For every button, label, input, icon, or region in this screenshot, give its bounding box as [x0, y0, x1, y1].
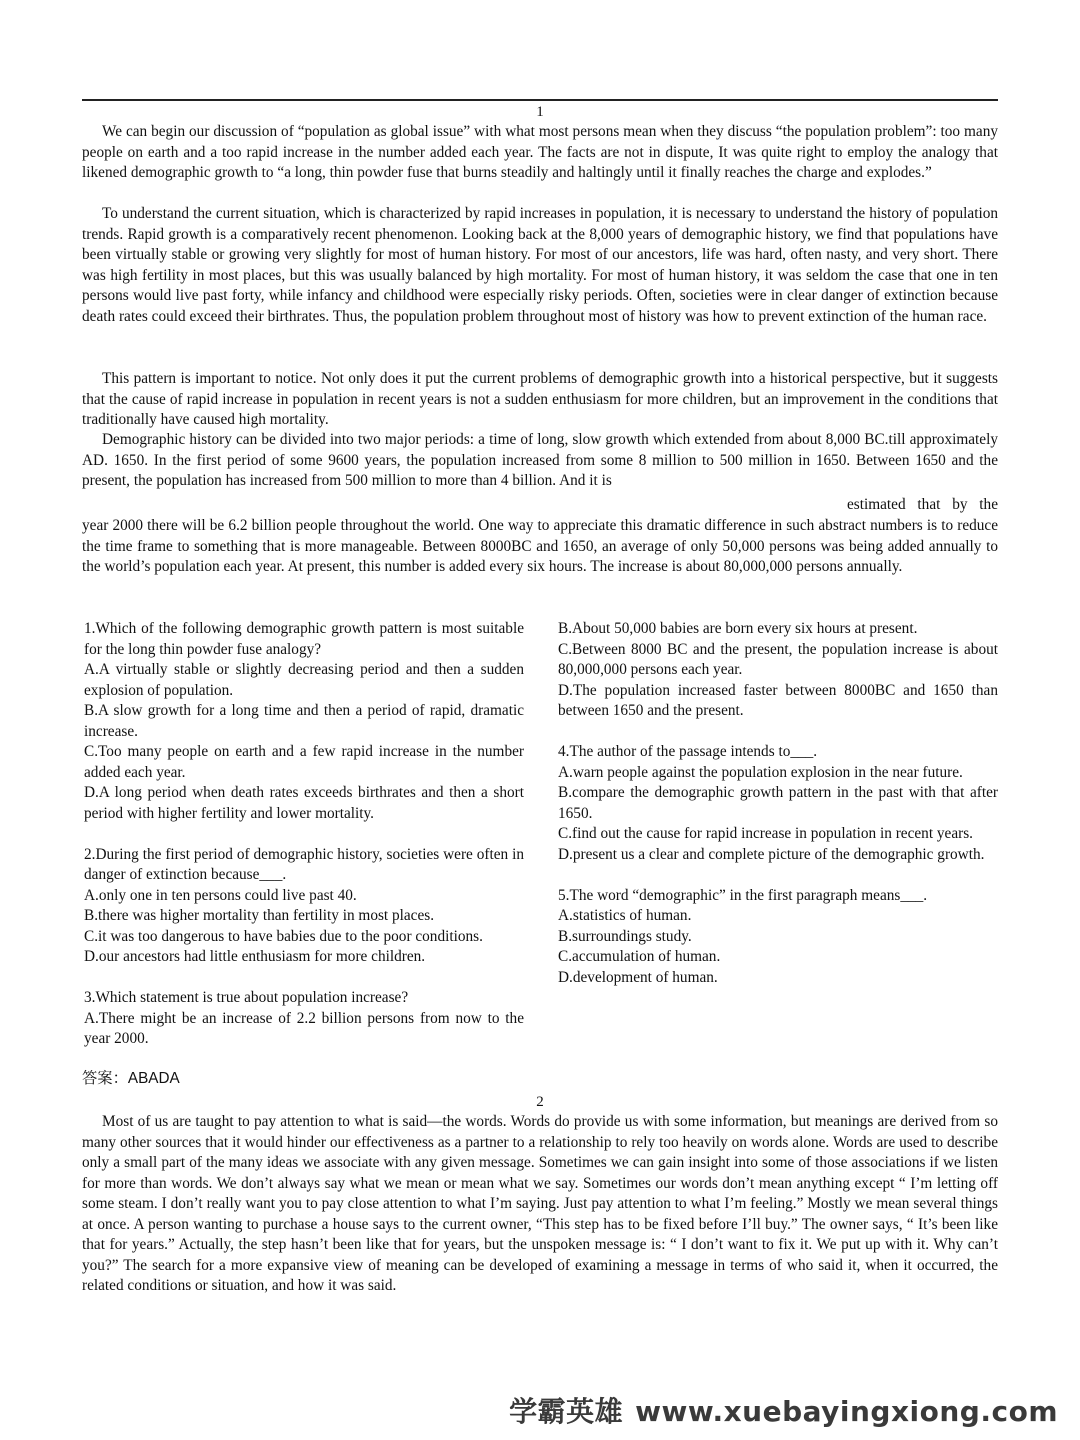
- question-stem: 4.The author of the passage intends to___.: [558, 743, 818, 760]
- watermark: [509, 1390, 1058, 1430]
- answer-option: C.accumulation of human.: [558, 948, 721, 965]
- question-gap: [558, 865, 998, 886]
- questions-left-column: [84, 619, 524, 1050]
- watermark-url: www.xuebayingxiong.com: [635, 1395, 1058, 1428]
- passage-paragraph: Most of us are taught to pay attention to what is said—the words. Words do provide us with some information, but meanings are derived from so many other sources that it would hinder our effectiveness as a partner to a relationship to rely too heavily on words alone. Words are used to describe only a small part of the many ideas we associate with any given message. Sometimes we can gain insight into some of those associations if we listen for more than words. We don’t always say what we mean or mean what we say. Sometimes our words don’t mean anything except “ I’m letting off some steam. I don’t really want you to pay close attention to what I’m saying. Just pay attention to what I’m feeling.” Mostly we mean several things at once. A person wanting to purchase a house says to the current owner, “This step has to be fixed before I’ll buy.” The owner says, “ It’s been like that for years.” Actually, the step hasn’t been like that for years, but the unspoken message is: “ I don’t want to fix it. We put up with it. Why can’t you?” The search for a more expansive view of meaning can be developed of examining a message in terms of who said it, when it occurred, the related conditions or situation, and how it was said.: [82, 1113, 998, 1294]
- question-gap: [84, 968, 524, 989]
- answer-value: ABADA: [127, 1070, 180, 1087]
- question-gap: [558, 722, 998, 743]
- answer-option: A.only one in ten persons could live past 40.: [84, 886, 357, 904]
- answer-option: A.warn people against the population explosion in the near future.: [558, 763, 963, 781]
- section-number: 2: [536, 1094, 544, 1110]
- answer-option: B.About 50,000 babies are born every six hours at present.: [558, 620, 918, 637]
- answer-option: B.A slow growth for a long time and then a period of rapid, dramatic increase.: [84, 702, 524, 740]
- answer-label: 答案：: [82, 1070, 128, 1087]
- answer-option: C.find out the cause for rapid increase in population in recent years.: [558, 825, 973, 842]
- passage-paragraph: We can begin our discussion of “population as global issue” with what most persons mean when they discuss “the population problem”: too many people on earth and a too rapid increase in the number added each year. The facts are not in dispute, It was quite right to employ the analogy that likened demographic growth to “a long, thin powder fuse that burns steadily and haltingly until it finally reaches the charge and explodes.”: [82, 123, 998, 181]
- section-number: 1: [536, 104, 544, 120]
- question-stem: 1.Which of the following demographic growth pattern is most suitable for the long thin powder fuse analogy?: [84, 620, 524, 658]
- question-stem: 5.The word “demographic” in the first paragraph means___.: [558, 886, 928, 904]
- question-stem: 3.Which statement is true about population increase?: [84, 989, 409, 1006]
- answer-option: D.The population increased faster between 8000BC and 1650 than between 1650 and the present.: [558, 681, 998, 719]
- question-gap: [84, 824, 524, 845]
- question-stem: 2.During the first period of demographic history, societies were often in danger of extinction because___.: [84, 845, 524, 883]
- answer-option: B.there was higher mortality than fertility in most places.: [84, 907, 435, 924]
- header-rule: [82, 99, 998, 101]
- passage-paragraph: This pattern is important to notice. Not only does it put the current problems of demographic growth into a historical perspective, but it suggests that the cause of rapid increase in population in recent years is not a sudden enthusiasm for more children, but an improvement in the conditions that traditionally have caused high mortality.: [82, 370, 998, 428]
- passage-paragraph: To understand the current situation, which is characterized by rapid increases in population, it is necessary to understand the history of population trends. Rapid growth is a comparatively recent phenomenon. Looking back at the 8,000 years of demographic history, we find that populations have been virtually stable or growing very slightly for most of human history. For most of our ancestors, life was hard, often nasty, and very short. There was high fertility in most places, but this was usually balanced by high mortality. For most of human history, it was seldom the case that one in ten persons would live past forty, while infancy and childhood were especially risky periods. Often, societies were in clear danger of extinction because death rates could exceed their birthrates. Thus, the population problem throughout most of history was how to prevent extinction of the human race.: [82, 205, 998, 325]
- answer-option: D.development of human.: [558, 968, 718, 986]
- answer-option: D.our ancestors had little enthusiasm for more children.: [84, 948, 426, 965]
- answer-option: C.Between 8000 BC and the present, the population increase is about 80,000,000 persons each year.: [558, 640, 998, 678]
- passage-fragment: estimated that by the: [846, 496, 998, 513]
- answer-option: D.present us a clear and complete picture of the demographic growth.: [558, 845, 985, 863]
- answer-option: A.There might be an increase of 2.2 billion persons from now to the year 2000.: [84, 1009, 524, 1047]
- passage-paragraph: year 2000 there will be 6.2 billion people throughout the world. One way to appreciate this dramatic difference in such abstract numbers is to reduce the time frame to something that is more manageable. Between 8000BC and 1650, an average of only 50,000 persons was being added annually to the world’s population each year. At present, this number is added every six hours. The increase is about 80,000,000 persons annually.: [82, 517, 998, 575]
- answer-option: C.it was too dangerous to have babies due to the poor conditions.: [84, 927, 483, 945]
- answer-option: A.statistics of human.: [558, 907, 692, 924]
- questions-right-column: [558, 619, 998, 988]
- answer-key: [82, 1069, 180, 1089]
- answer-option: D.A long period when death rates exceeds birthrates and then a short period with higher fertility and lower mortality.: [84, 784, 524, 822]
- watermark-cn: 学霸英雄: [509, 1395, 624, 1428]
- answer-option: C.Too many people on earth and a few rapid increase in the number added each year.: [84, 743, 524, 781]
- passage-paragraph: Demographic history can be divided into two major periods: a time of long, slow growth which extended from about 8,000 BC.till approximately AD. 1650. In the first period of some 9600 years, the population increased from some 8 million to 500 million in 1650. Between 1650 and the present, the population has increased from 500 million to more than 4 billion. And it is: [82, 431, 998, 489]
- answer-option: B.compare the demographic growth pattern in the past with that after 1650.: [558, 784, 998, 822]
- answer-option: B.surroundings study.: [558, 927, 692, 945]
- answer-option: A.A virtually stable or slightly decreasing period and then a sudden explosion of population.: [84, 661, 524, 699]
